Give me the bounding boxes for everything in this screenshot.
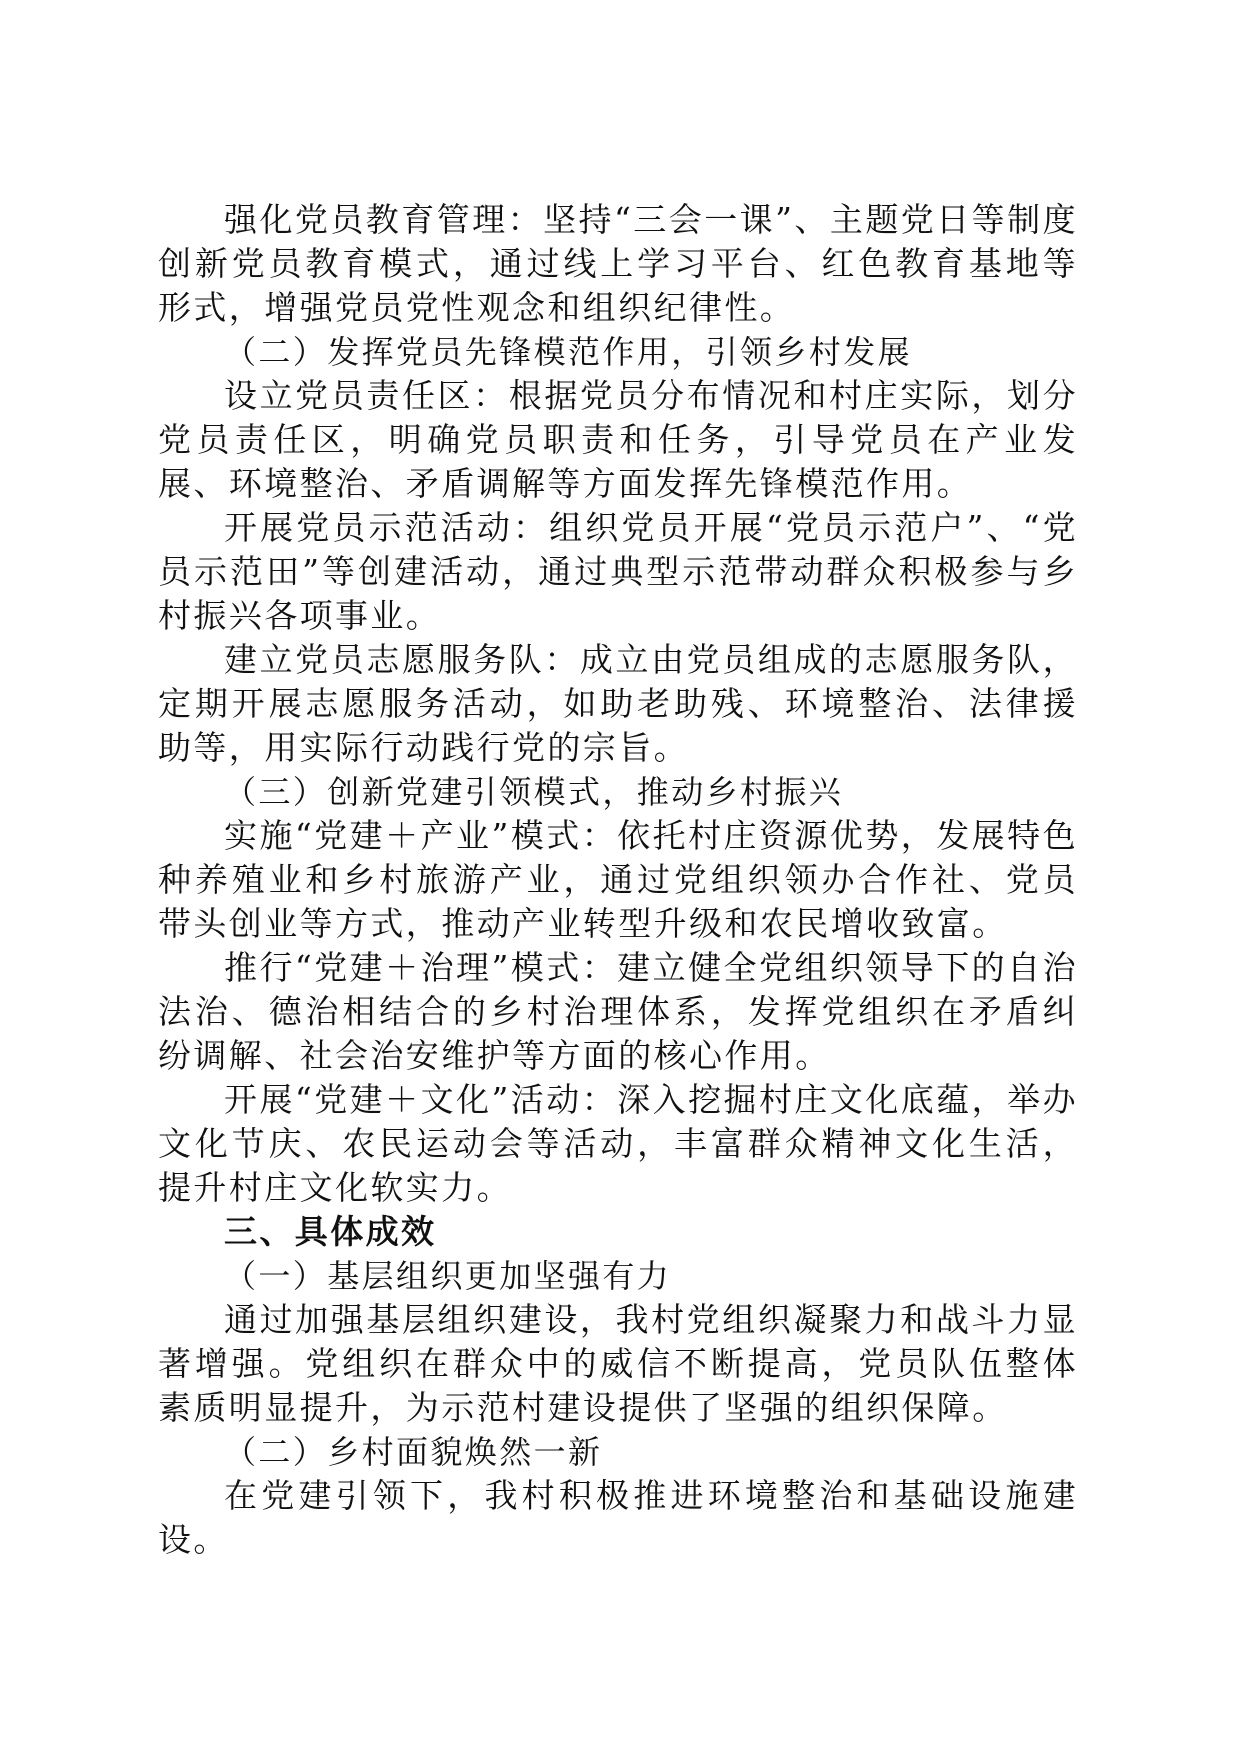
paragraph-party-governance: 推行“党建＋治理”模式：建立健全党组织领导下的自治法治、德治相结合的乡村治理体系，发挥党组织在矛盾纠纷调解、社会治安维护等方面的核心作用。 [158, 948, 1078, 1075]
subheading-stronger-organization: （一）基层组织更加坚强有力 [224, 1257, 672, 1295]
subheading-innovation-model: （三）创新党建引领模式，推动乡村振兴 [224, 773, 844, 811]
paragraph-demonstration-activities: 开展党员示范活动：组织党员开展“党员示范户”、“党员示范田”等创建活动，通过典型示范带动群众积极参与乡村振兴各项事业。 [158, 508, 1078, 635]
paragraph-volunteer-team: 建立党员志愿服务队：成立由党员组成的志愿服务队，定期开展志愿服务活动，如助老助残、环境整治、法律援助等，用实际行动践行党的宗旨。 [158, 640, 1078, 767]
paragraph-party-industry: 实施“党建＋产业”模式：依托村庄资源优势，发展特色种养殖业和乡村旅游产业，通过党组织领办合作社、党员带头创业等方式，推动产业转型升级和农民增收致富。 [158, 816, 1078, 943]
paragraph-organization-strength: 通过加强基层组织建设，我村党组织凝聚力和战斗力显著增强。党组织在群众中的威信不断提高，党员队伍整体素质明显提升，为示范村建设提供了坚强的组织保障。 [158, 1300, 1078, 1427]
document-body [158, 198, 1078, 1562]
paragraph-environment-improvement: 在党建引领下，我村积极推进环境整治和基础设施建设。 [158, 1476, 1078, 1559]
paragraph-party-culture: 开展“党建＋文化”活动：深入挖掘村庄文化底蕴，举办文化节庆、农民运动会等活动，丰富群众精神文化生活，提升村庄文化软实力。 [158, 1080, 1078, 1207]
section-heading-results: 三、具体成效 [224, 1212, 437, 1251]
paragraph-responsibility-zone: 设立党员责任区：根据党员分布情况和村庄实际，划分党员责任区，明确党员职责和任务，引导党员在产业发展、环境整治、矛盾调解等方面发挥先锋模范作用。 [158, 376, 1078, 503]
subheading-new-village-look: （二）乡村面貌焕然一新 [224, 1433, 603, 1471]
subheading-vanguard-role: （二）发挥党员先锋模范作用，引领乡村发展 [224, 333, 913, 371]
paragraph-party-member-education: 强化党员教育管理：坚持“三会一课”、主题党日等制度创新党员教育模式，通过线上学习平台、红色教育基地等形式，增强党员党性观念和组织纪律性。 [158, 200, 1078, 327]
